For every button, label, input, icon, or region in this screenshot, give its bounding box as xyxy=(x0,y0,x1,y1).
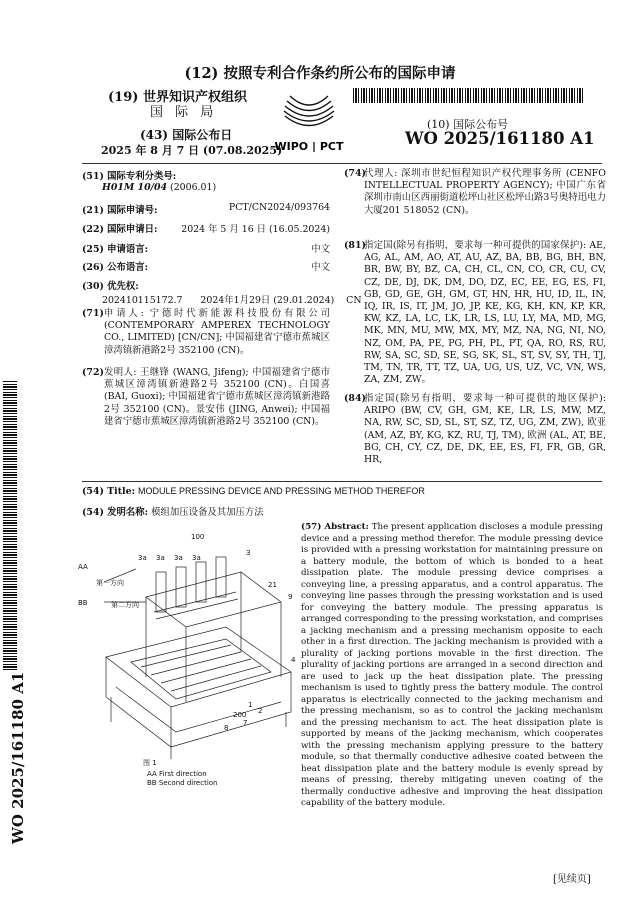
field-72-label: (72) xyxy=(82,367,104,378)
field-30: (30) 优先权: 202410115172.7 2024年1月29日 (29.01.2024) CN xyxy=(82,281,362,306)
label-3a: 3a xyxy=(138,554,147,562)
field-21: (21) 国际申请号: PCT/CN2024/093764 xyxy=(82,202,330,216)
logo-text: WIPO | PCT xyxy=(274,140,344,152)
figure-drawing xyxy=(76,527,306,762)
label-3a: 3a xyxy=(174,554,183,562)
label-3a: 3a xyxy=(156,554,165,562)
title-chinese: (54) 发明名称: 模组加压设备及其加压方法 xyxy=(82,507,264,518)
continued-footer: [见续页] xyxy=(553,874,591,885)
figure-caption: 图 1 xyxy=(143,759,157,767)
direction-2: 第二方向 xyxy=(111,601,139,609)
label-3: 3 xyxy=(246,549,251,557)
publication-number: WO 2025/161180 A1 xyxy=(405,129,595,148)
document-type-title: (12) 按照专利合作条约所公布的国际申请 xyxy=(184,65,456,82)
header-rule xyxy=(82,163,602,164)
field-71-label: (71) xyxy=(82,308,104,319)
field-51: (51) 国际专利分类号: H01M 10/04 (2006.01) xyxy=(82,171,217,193)
field-74-agent: 代理人: 深圳市世纪恒程知识产权代理事务所 (CENFO INTELLECTUAL PROPERTY AGENCY); 中国广东省深圳市南山区西丽街道松坪山社区松坪山路3号奥特迅电力大厦201 518052 (CN)。 xyxy=(364,168,606,216)
field-84-regional-states: 指定国(除另有指明，要求每一种可提供的地区保护): ARIPO (BW, CV, GH, GM, KE, LR, LS, MW, MZ, NA, RW, SC, SD, SL, ST, SZ, TZ, UG, ZM, ZW), 欧亚 (AM, AZ, BY, KG, KZ, RU, TJ, TM), 欧洲 (AL, AT, BE, BG, CH, CY, CZ, DE, DK, EE, ES, FI, FR, GB, GR, HR, xyxy=(364,393,606,466)
field-72-inventors: 发明人: 王继锋 (WANG, Jifeng); 中国福建省宁德市蕉城区漳湾镇新港路2号 352100 (CN)。白国喜 (BAI, Guoxi); 中国福建省宁德市蕉城区漳湾镇新港路2号 352100 (CN)。景安伟 (JING, Anwei); 中国福建省宁德市蕉城区漳湾镇新港路2号 352100 (CN)。 xyxy=(104,367,330,427)
axis-aa: AA xyxy=(78,563,88,571)
label-1: 1 xyxy=(248,701,253,709)
legend-first-direction: AA First direction xyxy=(147,770,207,778)
publication-number-label: (10) 国际公布号 xyxy=(427,118,509,131)
field-25: (25) 申请语言: 中文 xyxy=(82,244,330,255)
field-71-applicant: 申请人: 宁德时代新能源科技股份有限公司 (CONTEMPORARY AMPEREX TECHNOLOGY CO., LIMITED) [CN/CN]; 中国福建省宁德市蕉城区漳湾镇新港路2号 352100 (CN)。 xyxy=(104,308,330,356)
abstract: (57) Abstract: The present application discloses a module pressing device and a pressing method therefor. The module pressing device is provided with a pressing workstation for maintaining pressure on a battery module, the bottom of which is bonded to a heat dissipation plate. The module pressing device comprises a conveying line, a pressing apparatus, and a control apparatus. The conveying line passes through the pressing workstation and is used for conveying the battery module. The pressing apparatus is arranged corresponding to the pressing workstation, and comprises a jacking mechanism and a pressing mechanism opposite to each other in a first direction. The jacking mechanism is provided with a plurality of jacking portions movable in the first direction. The plurality of jacking portions are arranged in a second direction and are used to jack up the heat dissipation plate. The pressing mechanism is used to tightly press the battery module. The control apparatus is electrically connected to the jacking mechanism and the pressing mechanism, so as to control the jacking mechanism and the pressing mechanism to act. The heat dissipation plate is supported by means of the jacking mechanism, which cooperates with the pressing mechanism applying pressure to the battery module, so that thermally conductive adhesive coated between the heat dissipation plate and the battery module is evenly spread by means of pressing, thereby mitigating uneven coating of the thermally conductive adhesive and improving the heat dissipation capability of the battery module. xyxy=(301,522,603,808)
label-8: 8 xyxy=(224,724,229,732)
field-81-designated-states: 指定国(除另有指明，要求每一种可提供的国家保护): AE, AG, AL, AM, AO, AT, AU, AZ, BA, BB, BG, BH, BN, BR, BW, BY, BZ, CA, CH, CL, CN, CO, CR, CU, CV, CZ, DE, DJ, DK, DM, DO, DZ, EC, EE, EG, ES, FI, GB, GD, GE, GH, GM, GT, HN, HR, HU, ID, IL, IN, IQ, IR, IS, IT, JM, JO, JP, KE, KG, KH, KN, KP, KR, KW, KZ, LA, LC, LK, LR, LS, LU, LY, MA, MD, MG, MK, MN, MU, MW, MX, MY, MZ, NA, NG, NI, NO, NZ, OM, PA, PE, PG, PH, PL, PT, QA, RO, RS, RU, RW, SA, SC, SD, SE, SG, SK, SL, ST, SV, SY, TH, TJ, TM, TN, TR, TT, TZ, UA, UG, US, UZ, VC, VN, WS, ZA, ZM, ZW。 xyxy=(364,240,606,386)
publication-date-label: (43) 国际公布日 xyxy=(140,128,233,142)
side-publication-number: WO 2025/161180 A1 xyxy=(9,671,27,844)
title-english: (54) Title: MODULE PRESSING DEVICE AND PRESSING METHOD THEREFOR xyxy=(82,486,425,497)
field-74-label: (74) xyxy=(344,168,366,179)
label-7: 7 xyxy=(243,719,248,727)
field-26: (26) 公布语言: 中文 xyxy=(82,262,330,273)
direction-1: 第一方向 xyxy=(96,579,124,587)
legend-second-direction: BB Second direction xyxy=(147,779,218,787)
axis-bb: BB xyxy=(78,599,88,607)
top-barcode xyxy=(353,88,585,103)
middle-rule xyxy=(82,481,602,482)
label-21: 21 xyxy=(268,581,277,589)
organization-bureau: 国 际 局 xyxy=(150,105,218,120)
field-84-label: (84) xyxy=(344,393,366,404)
label-9: 9 xyxy=(288,593,293,601)
field-22: (22) 国际申请日: 2024 年 5 月 16 日 (16.05.2024) xyxy=(82,224,330,235)
figure-number: 100 xyxy=(191,533,205,541)
field-81-label: (81) xyxy=(344,240,366,251)
label-200: 200 xyxy=(233,711,247,719)
publication-date: 2025 年 8 月 7 日 (07.08.2025) xyxy=(101,144,283,157)
side-barcode xyxy=(3,380,17,670)
label-3a: 3a xyxy=(192,554,201,562)
label-2: 2 xyxy=(258,707,263,715)
organization-name: (19) 世界知识产权组织 xyxy=(108,90,247,105)
label-4: 4 xyxy=(291,656,296,664)
